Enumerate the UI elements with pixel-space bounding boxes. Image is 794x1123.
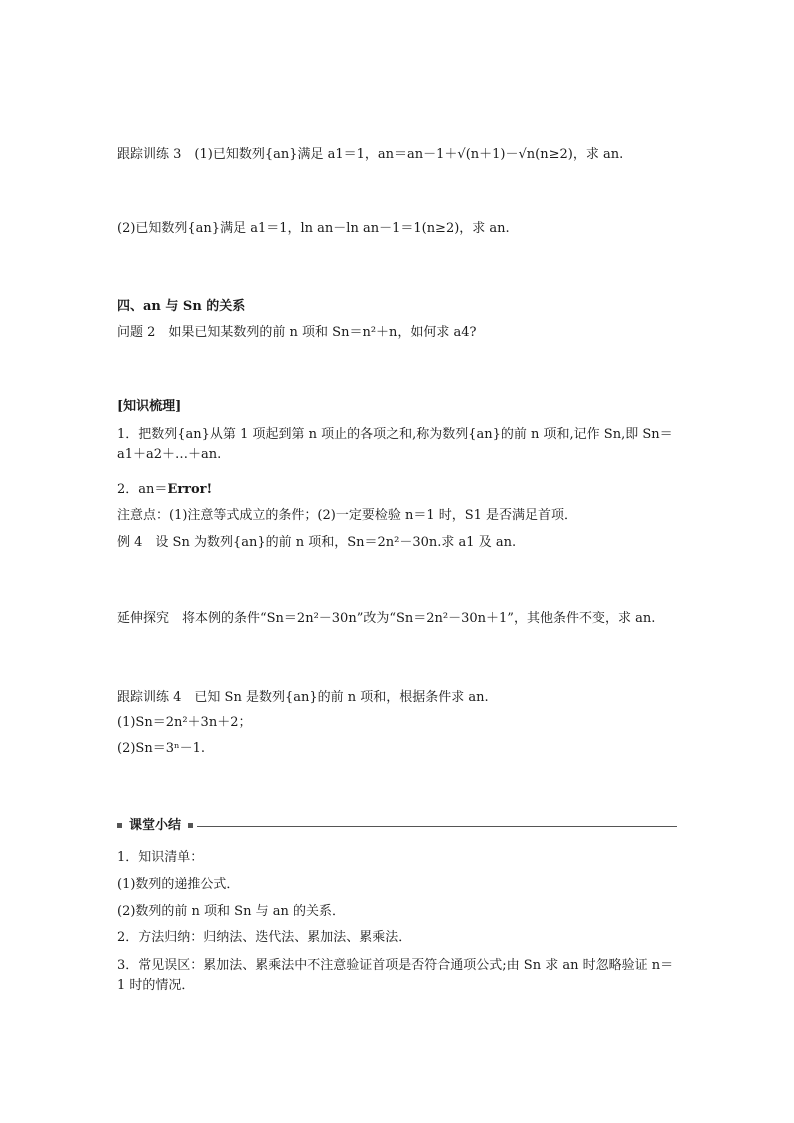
summary-header <box>117 816 677 836</box>
knowledge-item-2 <box>117 480 212 500</box>
square-bullet-icon <box>117 823 122 828</box>
training-3-part2: (2)已知数列{an}满足 a1＝1，ln an－ln an－1＝1(n≥2)，求 an. <box>117 221 510 236</box>
training-3-part1: 跟踪训练 3 (1)已知数列{an}满足 a1＝1，an＝an－1＋√(n＋1)－√n(n≥2)，求 an. <box>117 147 624 162</box>
training-4-intro: 跟踪训练 4 已知 Sn 是数列{an}的前 n 项和，根据条件求 an. <box>117 690 489 705</box>
divider <box>197 826 677 827</box>
question-2: 问题 2 如果已知某数列的前 n 项和 Sn＝n²＋n，如何求 a4? <box>117 325 477 340</box>
extension-inquiry: 延伸探究 将本例的条件“Sn＝2n²－30n”改为“Sn＝2n²－30n＋1”，其他条件不变，求 an. <box>117 611 656 626</box>
knowledge-item-1: 1．把数列{an}从第 1 项起到第 n 项止的各项之和,称为数列{an}的前 n 项和,记作 Sn,即 Sn＝a1＋a2＋…＋an. <box>117 427 673 462</box>
knowledge-item-2-prefix: 2．an＝ <box>117 482 168 497</box>
example-4: 例 4 设 Sn 为数列{an}的前 n 项和，Sn＝2n²－30n.求 a1 及 an. <box>117 535 517 550</box>
summary-line-1: 1．知识清单： <box>117 850 204 865</box>
summary-title: 课堂小结 <box>129 818 182 833</box>
training-4-part2: (2)Sn＝3ⁿ－1. <box>117 741 205 756</box>
note-text: 注意点：(1)注意等式成立的条件；(2)一定要检验 n＝1 时，S1 是否满足首项． <box>117 508 578 523</box>
summary-line-4: 2．方法归纳：归纳法、迭代法、累加法、累乘法． <box>117 930 412 945</box>
training-4-part1: (1)Sn＝2n²＋3n＋2； <box>117 715 252 730</box>
section-4-heading: 四、an 与 Sn 的关系 <box>117 299 246 314</box>
summary-line-2: (1)数列的递推公式． <box>117 877 240 892</box>
summary-line-3: (2)数列的前 n 项和 Sn 与 an 的关系． <box>117 904 345 919</box>
knowledge-title: [知识梳理] <box>117 399 182 414</box>
error-text: Error! <box>167 482 213 497</box>
summary-line-5: 3．常见误区：累加法、累乘法中不注意验证首项是否符合通项公式;由 Sn 求 an 时忽略验证 n＝1 时的情况． <box>117 958 674 993</box>
square-bullet-icon <box>188 823 193 828</box>
